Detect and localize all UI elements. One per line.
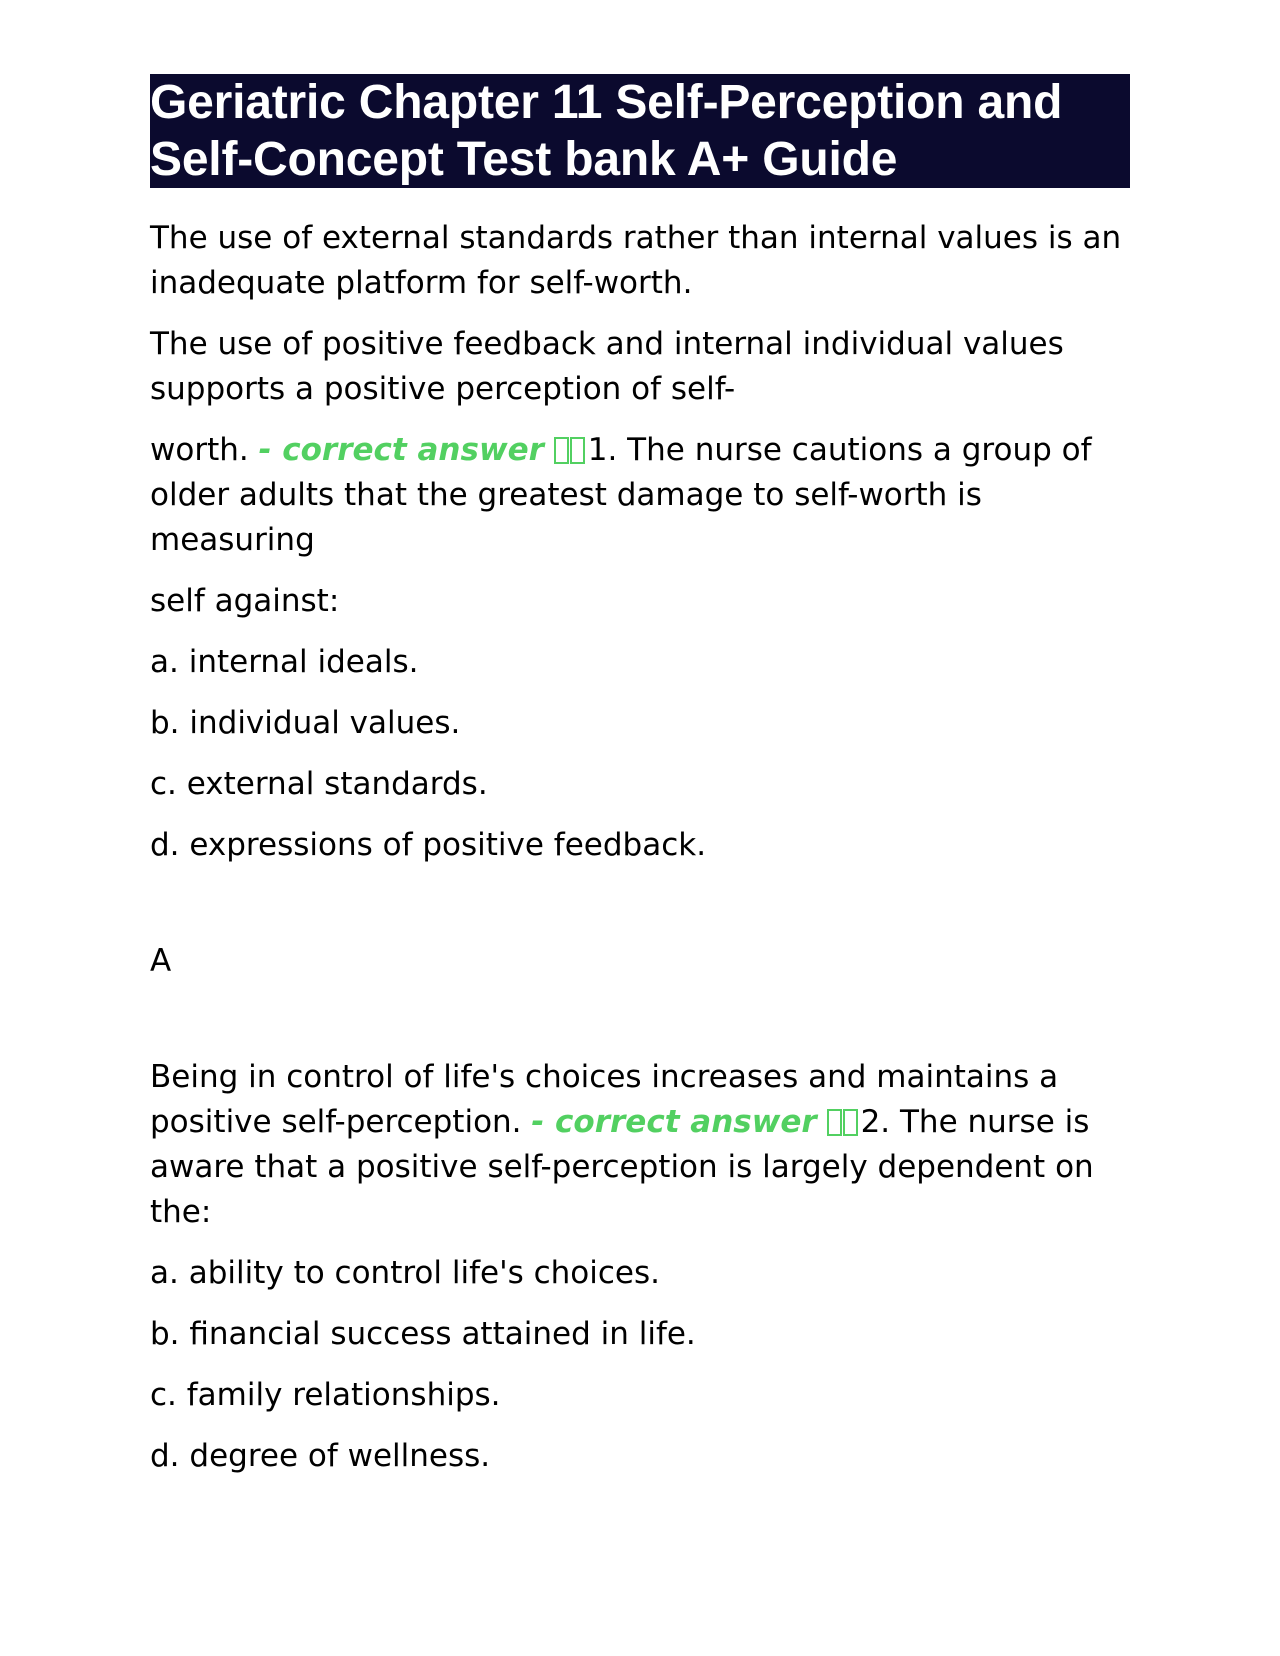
question-2-option-b: b. financial success attained in life. [150,1316,696,1352]
question-2-lead: Being in control of life's choices increases and maintains a positive self-perception. [150,1059,1059,1140]
correct-answer-marker: - correct answer [531,1104,817,1140]
question-1-option-d: d. expressions of positive feedback. [150,827,707,863]
question-2-option-a: a. ability to control life's choices. [150,1255,660,1291]
question-1-lead: worth. [150,432,259,468]
question-2-text: 2. The nurse is aware that a positive self-perception is largely dependent on the: [150,1104,1094,1230]
question-2 [150,1055,1130,1235]
missing-glyph-icon [843,1109,858,1136]
missing-glyph-icon [827,1109,842,1136]
paragraph-rationale-2: The use of positive feedback and internal individual values supports a positive perception of self- [150,326,1064,407]
correct-answer-marker: - correct answer [258,432,544,468]
question-1-continuation: self against: [150,583,340,619]
question-2-option-d: d. degree of wellness. [150,1438,491,1474]
paragraph-rationale-1: The use of external standards rather than internal values is an inadequate platform for self-worth. [150,220,1122,301]
question-1-option-b: b. individual values. [150,705,461,741]
question-1-option-c: c. external standards. [150,766,488,802]
document-page [150,74,1130,1479]
document-title: Geriatric Chapter 11 Self-Perception and Self-Concept Test bank A+ Guide [150,74,1130,188]
question-1-option-a: a. internal ideals. [150,644,419,680]
question-2-option-c: c. family relationships. [150,1377,501,1413]
missing-glyph-icon [554,437,569,464]
question-1-text: 1. The nurse cautions a group of older adults that the greatest damage to self-worth is measuring [150,432,1092,558]
question-1 [150,428,1130,563]
question-1-answer: A [150,943,172,979]
missing-glyph-icon [570,437,585,464]
